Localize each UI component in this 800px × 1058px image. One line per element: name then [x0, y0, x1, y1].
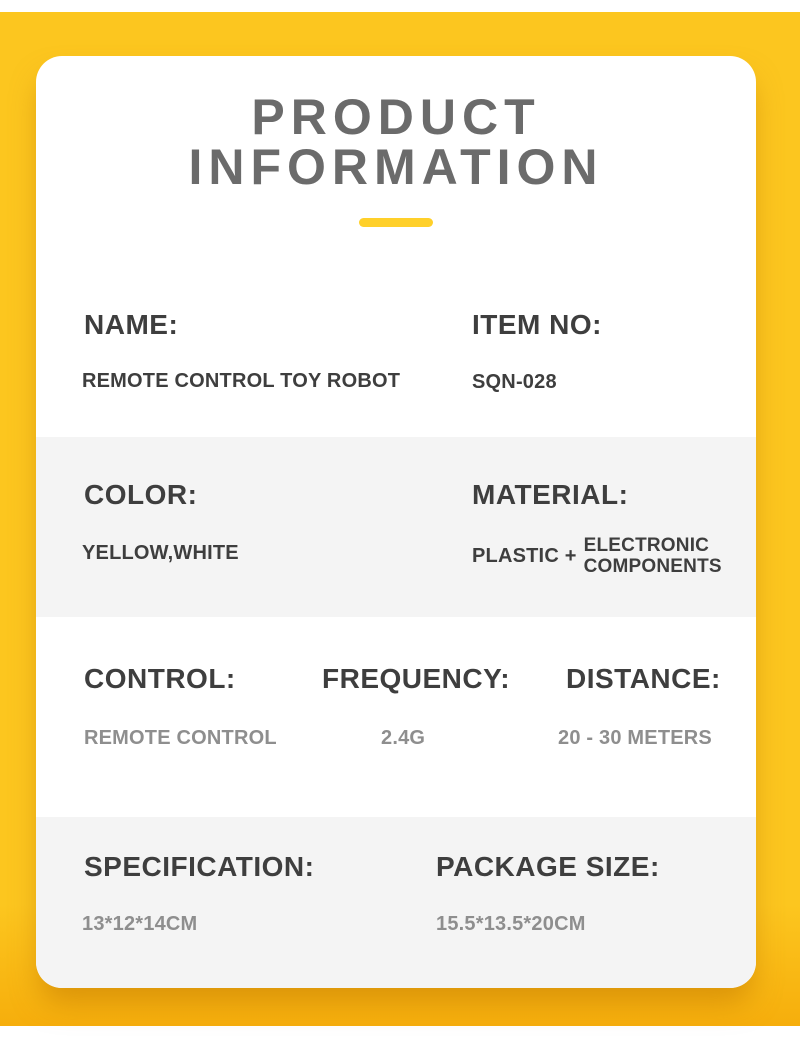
title-divider: [359, 218, 433, 227]
color-label: COLOR:: [84, 479, 198, 510]
name-value: REMOTE CONTROL TOY ROBOT: [82, 370, 401, 392]
package-size-value: 15.5*13.5*20CM: [436, 913, 586, 935]
material-label: MATERIAL:: [472, 479, 629, 510]
page-title: [36, 89, 756, 195]
frequency-label: FREQUENCY:: [322, 663, 511, 694]
specification-label: SPECIFICATION:: [84, 851, 315, 882]
control-label: CONTROL:: [84, 663, 236, 694]
distance-value: 20 - 30 METERS: [558, 727, 712, 749]
material-value-line-2: COMPONENTS: [583, 556, 722, 577]
material-value-prefix: PLASTIC +: [472, 544, 577, 567]
name-label: NAME:: [84, 309, 179, 340]
material-value-stack: [584, 535, 722, 577]
frequency-value: 2.4G: [381, 727, 426, 749]
product-info-card: [36, 56, 756, 988]
specification-band: [36, 817, 756, 988]
specification-value: 13*12*14CM: [82, 913, 198, 935]
color-value: YELLOW,WHITE: [82, 542, 239, 564]
material-value: [472, 535, 722, 577]
distance-label: DISTANCE:: [566, 663, 721, 694]
color-material-band: [36, 437, 756, 617]
item-no-value: SQN-028: [472, 371, 557, 393]
material-value-line-1: ELECTRONIC: [583, 535, 710, 556]
title-line-2: INFORMATION: [188, 139, 604, 195]
title-line-1: PRODUCT: [251, 89, 541, 145]
control-value: REMOTE CONTROL: [84, 727, 277, 749]
package-size-label: PACKAGE SIZE:: [436, 851, 660, 882]
item-no-label: ITEM NO:: [472, 309, 602, 340]
